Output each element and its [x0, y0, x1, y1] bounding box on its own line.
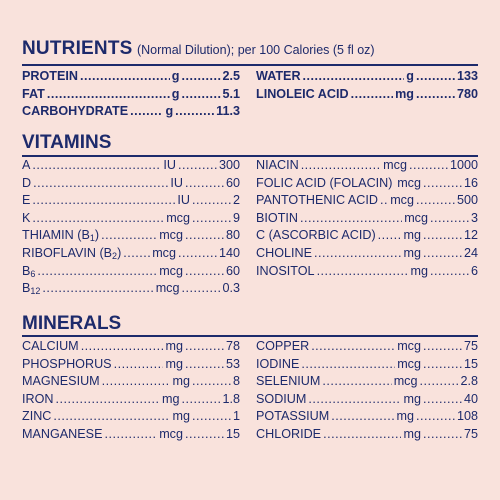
nutrient-row — [256, 68, 478, 86]
nutrient-row — [256, 391, 478, 409]
nutrient-value: 1 — [232, 409, 240, 424]
nutrient-value: 1000 — [449, 158, 478, 172]
leader-dots — [114, 356, 164, 374]
nutrient-value: 140 — [218, 245, 240, 260]
leader-dots — [80, 68, 170, 86]
nutrient-unit: mg — [396, 409, 414, 424]
nutrient-row — [22, 103, 240, 121]
nutrient-name: CALCIUM — [22, 339, 79, 353]
nutrient-name: E — [22, 193, 31, 208]
nutrient-name: MANGANESE — [22, 426, 103, 441]
nutrient-row — [256, 263, 478, 281]
nutrient-row — [22, 373, 240, 391]
nutrient-value: 0.3 — [222, 281, 240, 296]
leader-dots: .......... — [415, 69, 456, 83]
nutrient-unit: mg — [172, 409, 190, 424]
leader-dots — [311, 338, 395, 356]
nutrient-unit: mg — [410, 263, 428, 278]
nutrient-unit: mg — [161, 391, 180, 406]
nutrient-value: 75 — [463, 339, 478, 353]
nutrient-value: 60 — [225, 263, 240, 278]
nutrient-name: FOLIC ACID (FOLACIN) — [256, 175, 393, 190]
minerals-left-column — [22, 338, 240, 444]
nutrients-right-column — [256, 68, 478, 103]
leader-dots — [300, 210, 402, 228]
nutrient-unit: mg — [403, 228, 421, 243]
nutrient-name: INOSITOL — [256, 263, 315, 278]
nutrient-value: 8 — [232, 374, 240, 389]
nutrient-unit: mcg — [159, 426, 183, 441]
nutrient-name-subscript: 12 — [30, 286, 41, 297]
nutrient-name: CHLORIDE — [256, 426, 322, 441]
minerals-rule — [22, 335, 478, 337]
leader-dots — [303, 68, 405, 86]
nutrient-name: THIAMIN $(B_1)$ — [22, 228, 100, 244]
nutrient-value: 2 — [232, 193, 240, 208]
leader-dots: .......... — [422, 356, 463, 371]
leader-dots: .......... — [191, 193, 232, 208]
nutrient-value: 60 — [225, 175, 240, 190]
nutrient-row — [22, 86, 240, 104]
nutrient-name: POTASSIUM — [256, 409, 330, 424]
nutrient-row — [22, 280, 240, 298]
nutrient-name-subscript: 2 — [112, 250, 118, 261]
leader-dots — [378, 227, 402, 245]
leader-dots: .......... — [429, 210, 470, 225]
nutrient-unit: g — [171, 69, 180, 83]
nutrient-unit: g — [171, 86, 180, 101]
nutrient-unit: mg — [403, 245, 421, 260]
nutrient-unit: mcg — [159, 263, 183, 278]
leader-dots: .......... — [419, 374, 460, 389]
nutrient-name: RIBOFLAVIN $(B_2)$ — [22, 245, 122, 261]
nutrient-name: PHOSPHORUS — [22, 356, 112, 371]
nutrient-unit: mcg — [390, 193, 414, 208]
leader-dots — [55, 391, 160, 409]
leader-dots — [32, 192, 175, 210]
nutrient-unit: mcg — [152, 245, 176, 260]
leader-dots — [130, 103, 163, 121]
leader-dots — [101, 227, 157, 245]
leader-dots: .......... — [181, 281, 222, 296]
nutrient-name-subscript: 1 — [89, 233, 95, 244]
leader-dots: .......... — [181, 391, 222, 406]
leader-dots: .......... — [422, 426, 463, 441]
leader-dots — [308, 391, 401, 409]
nutrient-row — [22, 356, 240, 374]
nutrient-name: SELENIUM — [256, 374, 321, 389]
leader-dots: .......... — [415, 193, 456, 208]
leader-dots — [32, 157, 161, 175]
nutrient-value: 300 — [218, 158, 240, 172]
nutrient-value: 9 — [232, 210, 240, 225]
nutrient-name: ZINC — [22, 409, 52, 424]
leader-dots: .......... — [415, 86, 456, 101]
nutrient-name: IODINE — [256, 356, 300, 371]
nutrient-name: A — [22, 158, 31, 172]
nutrient-row — [256, 338, 478, 356]
nutrient-unit: mcg — [155, 281, 180, 296]
leader-dots: .......... — [181, 69, 222, 83]
vitamins-left-column — [22, 157, 240, 298]
leader-dots: .......... — [184, 228, 225, 243]
nutrient-value: 6 — [470, 263, 478, 278]
nutrient-name: IRON — [22, 391, 54, 406]
leader-dots: .......... — [181, 86, 222, 101]
leader-dots: .......... — [184, 356, 225, 371]
nutrient-unit: mg — [395, 86, 414, 101]
nutrient-unit: mg — [403, 391, 421, 406]
nutrient-value: 108 — [456, 409, 478, 424]
nutrient-name: C (ASCORBIC ACID) — [256, 228, 376, 243]
nutrient-row — [256, 227, 478, 245]
nutrient-row — [256, 373, 478, 391]
nutrient-name: LINOLEIC ACID — [256, 86, 349, 101]
minerals-title: MINERALS — [22, 313, 122, 334]
nutrient-name: K — [22, 210, 31, 225]
vitamins-title: VITAMINS — [22, 132, 112, 153]
leader-dots: .......... — [429, 263, 470, 278]
nutrient-value: 75 — [463, 426, 478, 441]
nutrient-row — [256, 175, 478, 193]
nutrient-row — [256, 192, 478, 210]
nutrients-title: NUTRIENTS — [22, 38, 133, 59]
leader-dots: .......... — [415, 409, 456, 424]
nutrient-name: NIACIN — [256, 158, 299, 172]
nutrient-unit: mcg — [397, 339, 421, 353]
nutrient-row — [22, 68, 240, 86]
nutrient-value: 16 — [463, 175, 478, 190]
nutrient-unit: mg — [172, 374, 190, 389]
leader-dots — [301, 356, 395, 374]
nutrient-name: WATER — [256, 69, 301, 83]
nutrient-name: CARBOHYDRATE — [22, 104, 129, 119]
leader-dots — [104, 426, 157, 444]
nutrient-name: $B_{12}$ — [22, 281, 41, 297]
nutrients-header — [22, 38, 375, 60]
leader-dots — [331, 408, 394, 426]
nutrient-row — [22, 157, 240, 175]
minerals-right-column — [256, 338, 478, 444]
nutrient-unit: mcg — [404, 210, 428, 225]
nutrient-name: D — [22, 175, 32, 190]
leader-dots: .......... — [175, 104, 216, 119]
nutrient-row — [22, 426, 240, 444]
nutrient-value: 2.5 — [222, 69, 240, 83]
nutrient-row — [22, 391, 240, 409]
nutrient-name: COPPER — [256, 339, 310, 353]
leader-dots — [301, 157, 381, 175]
leader-dots — [53, 408, 170, 426]
nutrient-value: 40 — [463, 391, 478, 406]
nutrient-value: 3 — [470, 210, 478, 225]
leader-dots — [32, 210, 164, 228]
leader-dots: .......... — [408, 158, 449, 172]
nutrient-unit: g — [165, 104, 174, 119]
nutrient-unit: mg — [165, 356, 183, 371]
leader-dots: .......... — [184, 175, 225, 190]
leader-dots — [394, 175, 395, 193]
nutrient-row — [22, 263, 240, 281]
leader-dots: .......... — [184, 426, 225, 441]
leader-dots — [380, 192, 388, 210]
nutrient-row — [22, 192, 240, 210]
nutrient-unit: IU — [163, 158, 176, 172]
leader-dots: .......... — [184, 263, 225, 278]
nutrient-name: SODIUM — [256, 391, 307, 406]
nutrient-row — [22, 338, 240, 356]
leader-dots — [42, 280, 153, 298]
nutrients-rule — [22, 64, 478, 66]
nutrient-row — [256, 157, 478, 175]
leader-dots: .......... — [177, 158, 218, 172]
nutrient-value: 133 — [456, 69, 478, 83]
nutrient-unit: g — [406, 69, 414, 83]
nutrient-unit: mcg — [393, 374, 418, 389]
nutrient-unit: mcg — [383, 158, 407, 172]
leader-dots: .......... — [191, 210, 232, 225]
leader-dots: .......... — [422, 245, 463, 260]
leader-dots: .......... — [177, 245, 218, 260]
nutrient-row — [256, 245, 478, 263]
leader-dots — [323, 426, 401, 444]
nutrients-subtitle: (Normal Dilution); per 100 Calories (5 fl oz) — [136, 43, 375, 57]
nutrient-row — [22, 245, 240, 263]
nutrient-row — [256, 408, 478, 426]
leader-dots: .......... — [422, 391, 463, 406]
nutrient-value: 780 — [456, 86, 478, 101]
nutrient-unit: mcg — [397, 175, 421, 190]
nutrient-row — [22, 175, 240, 193]
nutrient-row — [256, 426, 478, 444]
leader-dots — [322, 373, 391, 391]
leader-dots — [317, 263, 409, 281]
nutrient-value: 24 — [463, 245, 478, 260]
nutrient-row — [256, 210, 478, 228]
leader-dots — [351, 86, 394, 104]
nutrient-value: 12 — [463, 228, 478, 243]
nutrient-name: CHOLINE — [256, 245, 312, 260]
nutrient-unit: mg — [403, 426, 421, 441]
nutrient-unit: mcg — [166, 210, 190, 225]
leader-dots: .......... — [191, 374, 232, 389]
leader-dots — [102, 373, 171, 391]
vitamins-right-column — [256, 157, 478, 280]
leader-dots: .......... — [422, 339, 463, 353]
nutrient-unit: IU — [177, 193, 190, 208]
nutrient-row — [256, 356, 478, 374]
leader-dots — [33, 175, 168, 193]
nutrient-value: 5.1 — [222, 86, 240, 101]
nutrient-value: 500 — [456, 193, 478, 208]
nutrient-value: 1.8 — [222, 391, 240, 406]
nutrient-unit: IU — [170, 175, 183, 190]
leader-dots — [81, 338, 164, 356]
nutrient-row — [22, 227, 240, 245]
nutrient-value: 2.8 — [460, 374, 478, 389]
nutrient-name: $B_6$ — [22, 263, 36, 279]
leader-dots — [37, 263, 157, 281]
leader-dots — [314, 245, 402, 263]
nutrient-value: 53 — [225, 356, 240, 371]
nutrient-row — [22, 408, 240, 426]
nutrient-name-subscript: 6 — [30, 268, 36, 279]
nutrient-name: MAGNESIUM — [22, 374, 100, 389]
nutrient-name: PANTOTHENIC ACID — [256, 193, 378, 208]
nutrient-unit: mcg — [159, 228, 183, 243]
nutrient-name: PROTEIN — [22, 69, 78, 83]
leader-dots: .......... — [184, 339, 225, 353]
leader-dots: .......... — [422, 228, 463, 243]
nutrient-row — [22, 210, 240, 228]
nutrient-unit: mcg — [397, 356, 421, 371]
nutrient-value: 15 — [225, 426, 240, 441]
nutrient-value: 15 — [463, 356, 478, 371]
nutrient-value: 78 — [225, 339, 240, 353]
nutrients-left-column — [22, 68, 240, 121]
leader-dots: .......... — [422, 175, 463, 190]
leader-dots — [47, 86, 170, 104]
leader-dots: .......... — [191, 409, 232, 424]
nutrient-name: BIOTIN — [256, 210, 298, 225]
nutrient-row — [256, 86, 478, 104]
nutrient-name: FAT — [22, 86, 45, 101]
leader-dots — [123, 245, 150, 263]
nutrient-value: 80 — [225, 228, 240, 243]
nutrient-value: 11.3 — [216, 104, 240, 119]
nutrient-unit: mg — [165, 339, 183, 353]
